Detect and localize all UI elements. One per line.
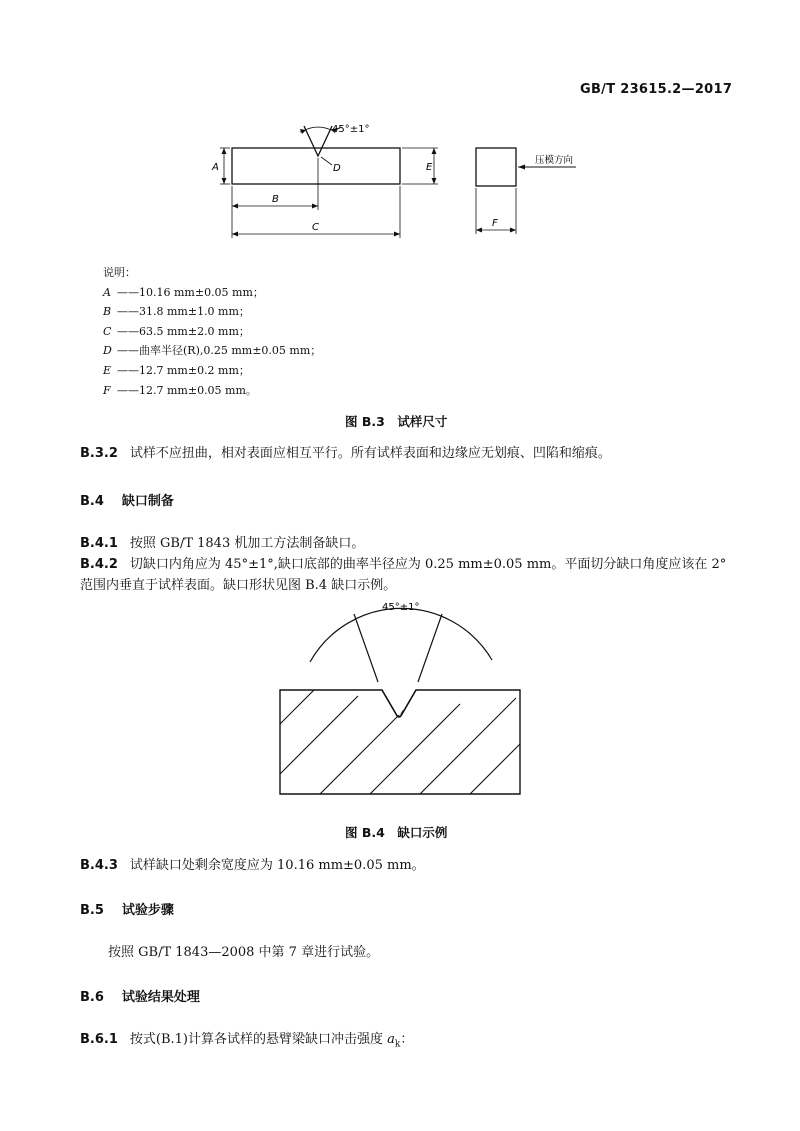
figure-b4-caption: 图 B.4 缺口示例 xyxy=(345,825,448,840)
standard-number: GB/T 23615.2—2017 xyxy=(580,82,733,97)
note-row: F ——12.7 mm±0.05 mm。 xyxy=(103,383,257,397)
figure-b4-notch-example xyxy=(270,590,530,800)
note-row: E ——12.7 mm±0.2 mm； xyxy=(103,363,250,377)
notch-angle-label: 45°±1° xyxy=(382,602,420,613)
clause-b43: B.4.3 试样缺口处剩余宽度应为 10.16 mm±0.05 mm。 xyxy=(80,858,425,873)
label-f: F xyxy=(492,218,498,229)
note-row: C ——63.5 mm±2.0 mm； xyxy=(103,324,250,338)
label-c: C xyxy=(312,222,319,233)
figure-notes xyxy=(103,263,321,400)
angle-label: 45°±1° xyxy=(332,124,370,135)
section-b6-heading: B.6 试验结果处理 xyxy=(80,990,200,1005)
label-d: D xyxy=(333,163,341,174)
label-a: A xyxy=(212,162,219,173)
specimen-end-view xyxy=(476,148,516,186)
figure-b3-caption: 图 B.3 试样尺寸 xyxy=(345,414,448,429)
clause-b42: B.4.2 切缺口内角应为 45°±1°,缺口底部的曲率半径应为 0.25 mm±0.05 mm。平面切分缺口角度应该在 2°范围内垂直于试样表面。缺口形状见图 B.4 缺口示例。 xyxy=(80,557,727,593)
section-b4-heading: B.4 缺口制备 xyxy=(80,494,174,509)
section-b5-heading: B.5 试验步骤 xyxy=(80,903,174,918)
note-row: A ——10.16 mm±0.05 mm； xyxy=(103,285,264,299)
notch-v xyxy=(304,126,332,156)
note-row: B ——31.8 mm±1.0 mm； xyxy=(103,305,250,319)
note-row: D ——曲率半径(R),0.25 mm±0.05 mm； xyxy=(103,344,322,358)
clause-b41: B.4.1 按照 GB/T 1843 机加工方法制备缺口。 xyxy=(80,536,365,551)
section-b5-text: 按照 GB/T 1843—2008 中第 7 章进行试验。 xyxy=(108,945,380,960)
notes-title: 说明： xyxy=(103,266,136,279)
label-b: B xyxy=(272,194,279,205)
clause-b32: B.3.2 试样不应扭曲，相对表面应相互平行。所有试样表面和边缘应无划痕、凹陷和缩痕。 xyxy=(80,446,611,461)
clause-b61: B.6.1 按式(B.1)计算各试样的悬臂梁缺口冲击强度 $a_k$： xyxy=(80,1032,414,1050)
figure-b3-specimen-dimensions xyxy=(200,112,600,252)
specimen-side-view xyxy=(232,148,400,184)
pressing-direction-label: 压模方向 xyxy=(535,155,574,166)
label-e: E xyxy=(426,162,433,173)
